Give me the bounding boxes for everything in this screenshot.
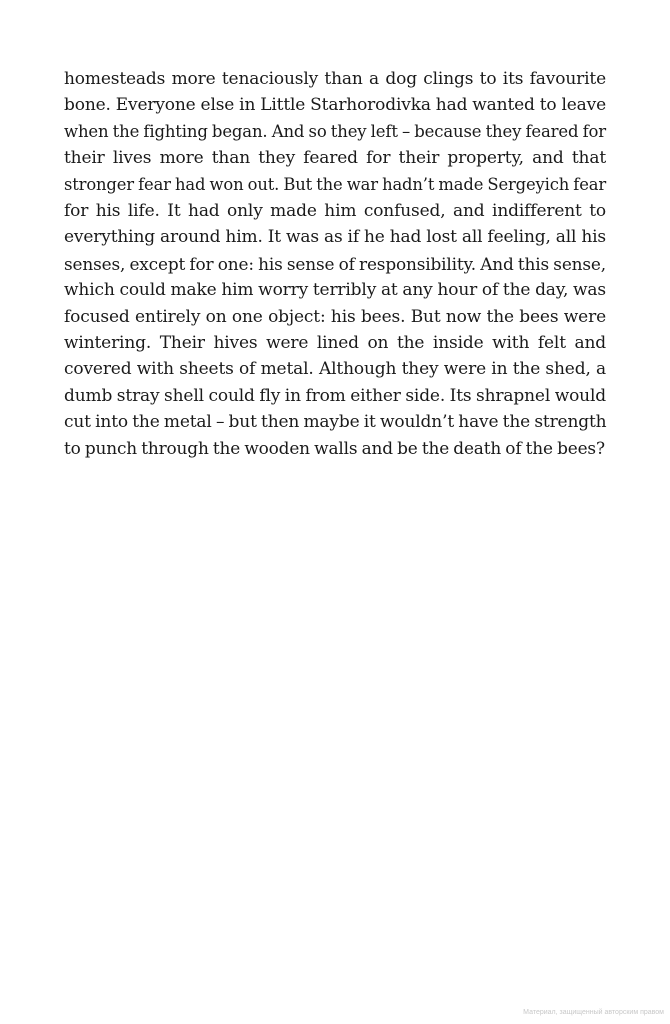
text-line: homesteads more tenaciously than a dog clings to its favourite (64, 69, 606, 89)
text-line: stronger fear had won out. But the war hadn’t made Sergeyich fear (64, 174, 606, 194)
text-line: senses, except for one: his sense of responsibility. And this sense, (64, 253, 606, 274)
page-text-body (64, 66, 606, 462)
text-line: which could make him worry terribly at any hour of the day, was (64, 280, 606, 301)
text-line: everything around him. It was as if he had lost all feeling, all his (64, 227, 606, 248)
text-line: to punch through the wooden walls and be the death of the bees? (64, 438, 605, 459)
text-line: wintering. Their hives were lined on the inside with felt and (64, 332, 606, 353)
text-line: their lives more than they feared for their property, and that (64, 148, 606, 169)
text-line: cut into the metal – but then maybe it wouldn’t have the strength (64, 412, 607, 433)
text-line: bone. Everyone else in Little Starhorodivka had wanted to leave (64, 95, 606, 116)
text-line: covered with sheets of metal. Although they were in the shed, a (64, 359, 606, 380)
text-line: focused entirely on one object: his bees. But now the bees were (64, 306, 606, 327)
text-line: dumb stray shell could fly in from either side. Its shrapnel would (64, 385, 606, 406)
text-line: when the fighting began. And so they left – because they feared for (64, 121, 606, 141)
text-line: for his life. It had only made him confused, and indifferent to (64, 200, 606, 221)
copyright-watermark: Материал, защищенный авторским правом (523, 1009, 664, 1016)
